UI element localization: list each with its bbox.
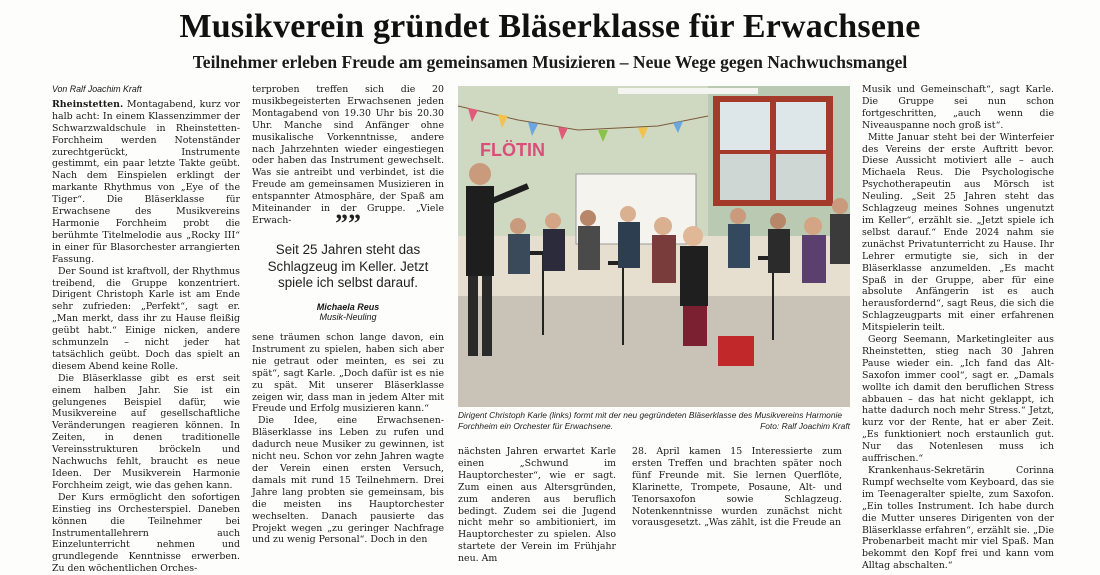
paragraph: terproben treffen sich die 20 musikbegeisterten Erwachsenen jeden Montagabend von 19.30 Uhr bis 20.30 Uhr. Manche sind Anfänger ohne musikalische Vorkenntnisse, andere nach Jahrzehnten wieder eingestiegen oder haben das Instrument gewechselt. Was sie antreibt und verbindet, ist die Freude am gemeinsamen Musizieren in entspannter Atmosphäre, der Spaß am Miteinander in der Gruppe. „Viele Erwach-	[252, 84, 444, 226]
article-column-2-continued	[252, 332, 444, 546]
paragraph: sene träumen schon lange davon, ein Instrument zu spielen, haben sich aber nie getraut oder meinten, es sei zu spät“, sagt Karle. „Doch dafür ist es nie zu spät. Mit unserer Bläserklasse zeigen wir, dass man in jedem Alter mit Freude und Erfolg musizieren kann.“	[252, 332, 444, 415]
paragraph: Musik und Gemeinschaft“, sagt Karle. Die Gruppe sei nun schon fortgeschritten, „auch wenn die Niveauspanne noch groß ist“.	[862, 84, 1054, 131]
pull-quote-role: Musik-Neuling	[319, 311, 377, 322]
article-column-3	[458, 446, 616, 565]
pull-quote	[252, 209, 444, 322]
banner-text: FLÖTIN	[480, 140, 545, 160]
paragraph: Die Idee, eine Erwachsenen-Bläserklasse ins Leben zu rufen und dadurch neue Musiker zu gewinnen, ist nicht neu. Schon vor zehn Jahren wagte der Verein einen ersten Versuch, damals mit rund 15 Teilnehmern. Drei Jahre lang probten sie gemeinsam, bis die meisten ins Hauptorchester wechselten. Danach pausierte das Projekt wegen „zu geringer Nachfrage und zu wenig Personal“. Doch in den	[252, 415, 444, 546]
quote-mark-icon: ””	[335, 209, 361, 238]
paragraph: Mitte Januar steht bei der Winterfeier des Vereins der erste Auftritt bevor. Diese Aussicht motiviert alle – auch Michaela Reus. Die Psychologische Psychotherapeutin aus Mörsch ist Neuling. „Seit 25 Jahren steht das Schlagzeug meines Sohnes ungenutzt im Keller“, erzählt sie. „Jetzt spiele ich selbst darauf.“ Ende 2024 nahm sie zunächst Privatunterricht zu Hause. Ihr Lehrer ermutigte sie, sich in der Bläserklasse anzumelden. „Es macht Spaß in der Gruppe, aber für eine absolute Anfängerin ist es auch herausfordernd“, sagt Reus, die sich die Schlagzeugparts mit einer erfahrenen Mitspielerin teilt.	[862, 131, 1054, 334]
paragraph: 28. April kamen 15 Interessierte zum ersten Treffen und brachten später noch fünf Freunde mit. Sie lernen Querflöte, Klarinette, Trompete, Posaune, Alt- und Tenorsaxofon sowie Schlagzeug. Notenkenntnisse wurden zunächst nicht vorausgesetzt. „Was zählt, ist die Freude an	[632, 446, 842, 529]
subheadline: Teilnehmer erleben Freude am gemeinsamen Musizieren – Neue Wege gegen Nachwuchsmangel	[192, 52, 908, 72]
dateline: Rheinstetten.	[52, 98, 124, 110]
paragraph: Der Kurs ermöglicht den sofortigen Einstieg ins Orchesterspiel. Daneben können die Teilnehmer bei Instrumentallehrern auch Einzelunterricht nehmen und grundlegende Kenntnisse erwerben. Zu den wöchentlichen Orches-	[52, 491, 240, 575]
photo-caption	[458, 410, 850, 431]
paragraph: Georg Seemann, Marketingleiter aus Rheinstetten, stieg nach 30 Jahren Pause wieder ein. „Ich fand das Alt-Saxofon immer cool“, sagt er. „Damals wollte ich damit den beruflichen Stress abbauen – das hat nicht geklappt, ich hatte dadurch noch mehr Stress.“ Jetzt, kurz vor der Rente, hat er aber Zeit. „Es funktioniert noch erstaunlich gut. Nur das Notenlesen muss ich auffrischen.“	[862, 334, 1054, 465]
paragraph: Der Sound ist kraftvoll, der Rhythmus treibend, die Gruppe konzentriert. Dirigent Christoph Karle ist am Ende sehr zufrieden: „Perfekt“, sagt er. „Man merkt, dass ihr zu Hause fleißig geübt habt.“ Einige nicken, andere schmunzeln – nicht jeder hat tatsächlich geübt. Doch das spielt an diesem Abend keine Rolle.	[52, 265, 240, 372]
article-column-2	[252, 84, 444, 227]
paragraph-text: Montagabend, kurz vor halb acht: In einem Klassenzimmer der Schwarzwaldschule in Rheinstetten-Forchheim werden Notenständer zurechtgerückt, Instrumente gestimmt, ein paar letzte Takte geübt. Nach dem Einspielen erklingt der markante Rhythmus von „Eye of the Tiger“. Die Bläserklasse für Erwachsene des Musikvereins Harmonie Forchheim probt die berühmte Titelmelodie aus „Rocky III“ in einer für Blasorchester arrangierten Fassung.	[52, 98, 241, 265]
caption-text: Dirigent Christoph Karle (links) formt mit der neu gegründeten Bläserklasse des Musikvereins Harmonie Forchheim ein Orchester für Erwachsene.	[458, 410, 843, 431]
article-photo	[458, 86, 850, 407]
article-column-1	[52, 84, 240, 575]
paragraph: nächsten Jahren erwartet Karle einen „Schwund im Hauptorchester“, wie er sagt. Zum einen aus Altersgründen, zum anderen aus beruflich bedingt. Zudem sei die Jugend nicht mehr so ambitioniert, im Hauptorchester zu spielen. Also startete der Verein im Frühjahr neu. Am	[458, 446, 616, 565]
byline: Von Ralf Joachim Kraft	[52, 84, 142, 94]
paragraph: Krankenhaus-Sekretärin Corinna Rumpf wechselte vom Keyboard, das sie im Teenageralter spielte, zum Saxofon. „Ein tolles Instrument. Ich habe durch die Mutter unseres Dirigenten von der Bläserklasse erfahren“, erzählt sie. „Die Probenarbeit macht mir viel Spaß. Man bekommt den Kopf frei und kann vom Alltag abschalten.“	[862, 465, 1054, 572]
paragraph	[52, 99, 240, 266]
paragraph: Die Bläserklasse gibt es erst seit einem halben Jahr. Sie ist ein gelungenes Beispiel dafür, wie Musikvereine auf gesellschaftliche Veränderungen reagieren können. In Zeiten, in denen traditionelle Vereinsstrukturen bröckeln und Nachwuchs fehlt, braucht es neue Ideen. Der Musikverein Harmonie Forchheim zeigt, wie das gehen kann.	[52, 372, 240, 491]
headline: Musikverein gründet Bläserklasse für Erwachsene	[179, 8, 921, 45]
pull-quote-text: Seit 25 Jahren steht das Schlagzeug im Keller. Jetzt spiele ich selbst darauf.	[267, 242, 429, 290]
pull-quote-author: Michaela Reus	[316, 301, 380, 312]
orchestra-photo-illustration	[458, 86, 850, 407]
article-column-5	[862, 84, 1054, 572]
photo-credit: Foto: Ralf Joachim Kraft	[760, 420, 850, 431]
article-column-4	[632, 446, 842, 529]
